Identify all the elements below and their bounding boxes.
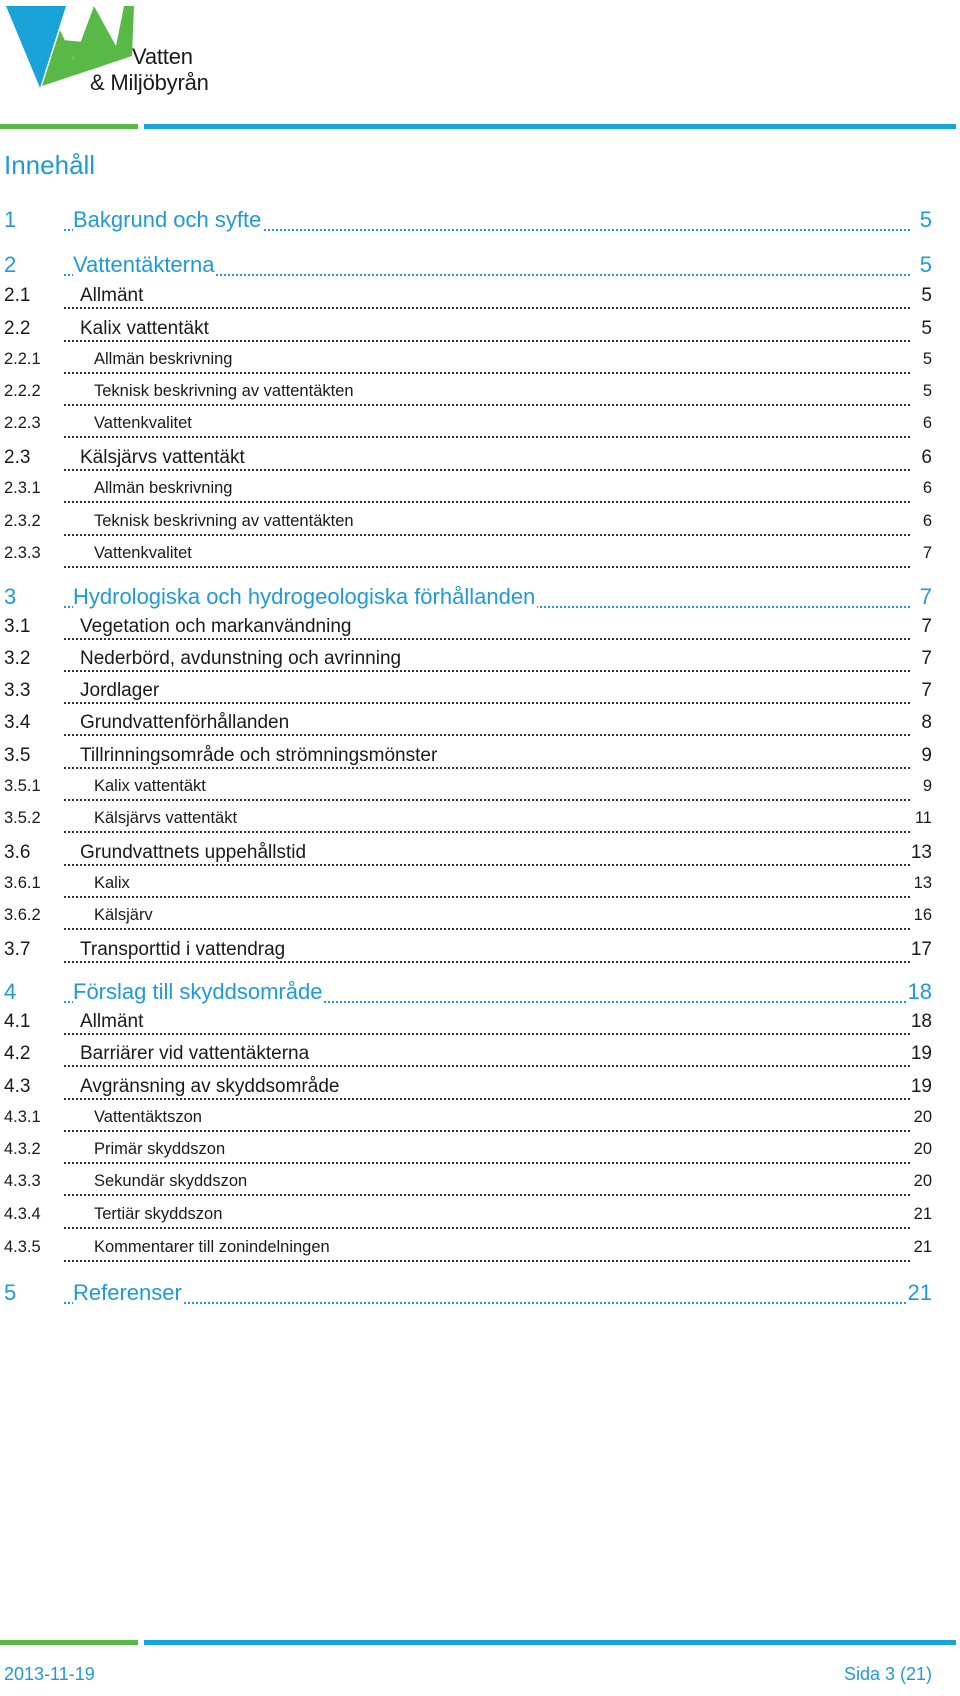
toc-entry-page: 7: [922, 544, 932, 562]
toc-entry[interactable]: [4, 1205, 932, 1235]
toc-entry-title: Allmänt: [80, 285, 144, 306]
toc-entry-title: Kommentarer till zonindelningen: [94, 1238, 330, 1256]
toc-entry-number: 3.4: [4, 712, 31, 733]
toc-entry-page: 5: [921, 318, 932, 339]
toc-entry[interactable]: [4, 616, 932, 646]
toc-entry-number: 3.3: [4, 680, 31, 701]
toc-entry-number: 2.3: [4, 447, 31, 468]
toc-entry[interactable]: [4, 584, 932, 614]
toc-heading: Innehåll: [4, 150, 96, 180]
toc-entry[interactable]: [4, 382, 932, 412]
toc-entry-title: Allmän beskrivning: [94, 350, 233, 368]
toc-entry-number: 5: [4, 1280, 17, 1305]
toc-entry-page: 7: [919, 584, 932, 609]
toc-dot-leader: [64, 892, 910, 898]
toc-entry[interactable]: [4, 1172, 932, 1202]
toc-entry-page: 7: [921, 616, 932, 637]
toc-entry[interactable]: [4, 842, 932, 872]
toc-entry-title: Kalix: [94, 874, 130, 892]
toc-entry-title: Vegetation och markanvändning: [80, 616, 352, 637]
toc-entry-page: 8: [921, 712, 932, 733]
toc-entry-page: 5: [922, 382, 932, 400]
toc-entry-title: Tertiär skyddszon: [94, 1205, 223, 1223]
toc-entry[interactable]: [4, 745, 932, 775]
toc-entry-title: Vattenkvalitet: [94, 414, 192, 432]
toc-entry[interactable]: [4, 648, 932, 678]
toc-entry-title: Kalix vattentäkt: [80, 318, 209, 339]
toc-entry-number: 1: [4, 207, 17, 232]
toc-entry-number: 2.3.1: [4, 479, 41, 497]
toc-entry-number: 4.3.2: [4, 1140, 41, 1158]
header-rule-blue: [144, 124, 956, 129]
toc-entry-page: 9: [921, 745, 932, 766]
toc-entry-title: Vattenkvalitet: [94, 544, 192, 562]
toc-entry-page: 21: [907, 1280, 932, 1305]
toc-entry-page: 19: [910, 1076, 932, 1097]
toc-entry[interactable]: [4, 777, 932, 807]
toc-entry-title: Kälsjärvs vattentäkt: [80, 447, 245, 468]
toc-entry[interactable]: [4, 447, 932, 477]
toc-entry-number: 3.2: [4, 648, 31, 669]
toc-entry-title: Kälsjärv: [94, 906, 153, 924]
toc-entry[interactable]: [4, 712, 932, 742]
footer-rule-blue: [144, 1640, 956, 1645]
toc-entry-page: 13: [910, 842, 932, 863]
toc-entry[interactable]: [4, 1238, 932, 1268]
toc-entry[interactable]: [4, 318, 932, 348]
logo-wordmark-line1: Vatten: [132, 44, 193, 69]
toc-entry-page: 21: [913, 1238, 932, 1256]
toc-entry-page: 19: [910, 1043, 932, 1064]
toc-entry-number: 3.5.1: [4, 777, 41, 795]
toc-entry-number: 3.6: [4, 842, 31, 863]
toc-entry[interactable]: [4, 479, 932, 509]
toc-entry-title: Sekundär skyddszon: [94, 1172, 248, 1190]
toc-entry-title: Transporttid i vattendrag: [80, 939, 286, 960]
footer-page-number: Sida 3 (21): [843, 1664, 932, 1684]
toc-entry-number: 3.1: [4, 616, 31, 637]
toc-entry[interactable]: [4, 979, 932, 1009]
toc-entry-number: 2.2.3: [4, 414, 41, 432]
toc-entry-title: Avgränsning av skyddsområde: [80, 1076, 340, 1097]
toc-entry-page: 6: [921, 447, 932, 468]
toc-entry-page: 5: [922, 350, 932, 368]
toc-entry-page: 16: [913, 906, 932, 924]
toc-entry-title: Förslag till skyddsområde: [73, 979, 323, 1004]
toc-entry-number: 3.7: [4, 939, 31, 960]
toc-entry-page: 5: [919, 207, 932, 232]
toc-entry-page: 5: [921, 285, 932, 306]
toc-entry-page: 9: [922, 777, 932, 795]
toc-entry-number: 2.2.2: [4, 382, 41, 400]
toc-entry-page: 5: [919, 252, 932, 277]
toc-entry-page: 21: [913, 1205, 932, 1223]
toc-entry-title: Bakgrund och syfte: [73, 207, 262, 232]
toc-entry-number: 4.3.5: [4, 1238, 41, 1256]
toc-entry-title: Teknisk beskrivning av vattentäkten: [94, 512, 354, 530]
toc-entry[interactable]: [4, 680, 932, 710]
toc-entry-page: 18: [907, 979, 932, 1004]
toc-entry-number: 2.3.2: [4, 512, 41, 530]
toc-entry[interactable]: [4, 1043, 932, 1073]
toc-entry-number: 3.6.2: [4, 906, 41, 924]
toc-entry[interactable]: [4, 1280, 932, 1310]
toc-entry-title: Grundvattnets uppehållstid: [80, 842, 307, 863]
toc-entry-number: 4.3.3: [4, 1172, 41, 1190]
toc-entry-title: Grundvattenförhållanden: [80, 712, 290, 733]
toc-entry-number: 4.3: [4, 1076, 31, 1097]
toc-entry-title: Referenser: [73, 1280, 182, 1305]
toc-entry[interactable]: [4, 1076, 932, 1106]
toc-entry-title: Nederbörd, avdunstning och avrinning: [80, 648, 402, 669]
toc-entry[interactable]: [4, 414, 932, 444]
toc-entry-page: 20: [913, 1140, 932, 1158]
toc-entry-number: 3.5.2: [4, 809, 41, 827]
toc-entry-number: 2.2: [4, 318, 31, 339]
toc-entry[interactable]: [4, 809, 932, 839]
toc-entry-number: 2.3.3: [4, 544, 41, 562]
toc-entry-title: Allmänt: [80, 1011, 144, 1032]
toc-entry[interactable]: [4, 350, 932, 380]
toc-entry-page: 6: [922, 479, 932, 497]
toc-dot-leader: [64, 924, 910, 930]
toc-entry-page: 6: [922, 414, 932, 432]
footer-date: 2013-11-19: [4, 1664, 95, 1684]
toc-entry-number: 4: [4, 979, 17, 1004]
toc-entry[interactable]: [4, 544, 932, 574]
toc-entry-page: 13: [913, 874, 932, 892]
toc-dot-leader: [64, 1298, 910, 1304]
toc-entry[interactable]: [4, 874, 932, 904]
toc-entry-page: 7: [921, 648, 932, 669]
toc-dot-leader: [64, 1029, 910, 1035]
toc-dot-leader: [64, 698, 910, 704]
toc-entry-number: 3: [4, 584, 17, 609]
toc-entry[interactable]: [4, 1108, 932, 1138]
toc-entry-title: Vattentäktszon: [94, 1108, 202, 1126]
toc-entry-page: 11: [914, 809, 932, 827]
toc-entry-title: Kalix vattentäkt: [94, 777, 206, 795]
toc-entry-title: Kälsjärvs vattentäkt: [94, 809, 238, 827]
toc-entry-title: Primär skyddszon: [94, 1140, 226, 1158]
toc-entry-page: 6: [922, 512, 932, 530]
toc-entry-page: 20: [913, 1172, 932, 1190]
toc-entry-title: Tillrinningsområde och strömningsmönster: [80, 745, 438, 766]
toc-entry[interactable]: [4, 1140, 932, 1170]
toc-entry-number: 4.1: [4, 1011, 31, 1032]
toc-entry-number: 2.1: [4, 285, 31, 306]
toc-entry-page: 20: [913, 1108, 932, 1126]
toc-entry-page: 17: [910, 939, 932, 960]
toc-dot-leader: [64, 303, 910, 309]
header-rule-green: [0, 124, 138, 129]
toc-entry-title: Vattentäkterna: [73, 252, 215, 277]
toc-entry-number: 3.6.1: [4, 874, 41, 892]
toc-entry[interactable]: [4, 252, 932, 282]
toc-entry[interactable]: [4, 939, 932, 969]
toc-entry-number: 4.3.1: [4, 1108, 41, 1126]
toc-entry-title: Barriärer vid vattentäkterna: [80, 1043, 310, 1064]
toc-entry[interactable]: [4, 906, 932, 936]
logo-wordmark-line2: & Miljöbyrån: [90, 70, 209, 95]
toc-entry[interactable]: [4, 207, 932, 237]
toc-entry-title: Hydrologiska och hydrogeologiska förhållanden: [73, 584, 536, 609]
toc-entry-number: 2.2.1: [4, 350, 41, 368]
toc-entry-number: 3.5: [4, 745, 31, 766]
toc-entry-number: 4.2: [4, 1043, 31, 1064]
toc-entry[interactable]: [4, 1011, 932, 1041]
toc-entry-number: 4.3.4: [4, 1205, 41, 1223]
toc-entry[interactable]: [4, 285, 932, 315]
toc-entry-page: 7: [921, 680, 932, 701]
company-logo: [2, 0, 212, 104]
toc-entry-title: Jordlager: [80, 680, 160, 701]
toc-entry-page: 18: [910, 1011, 932, 1032]
toc-entry-title: Allmän beskrivning: [94, 479, 233, 497]
toc-entry-title: Teknisk beskrivning av vattentäkten: [94, 382, 354, 400]
footer-rule-green: [0, 1640, 138, 1645]
toc-entry[interactable]: [4, 512, 932, 542]
toc-entry-number: 2: [4, 252, 17, 277]
